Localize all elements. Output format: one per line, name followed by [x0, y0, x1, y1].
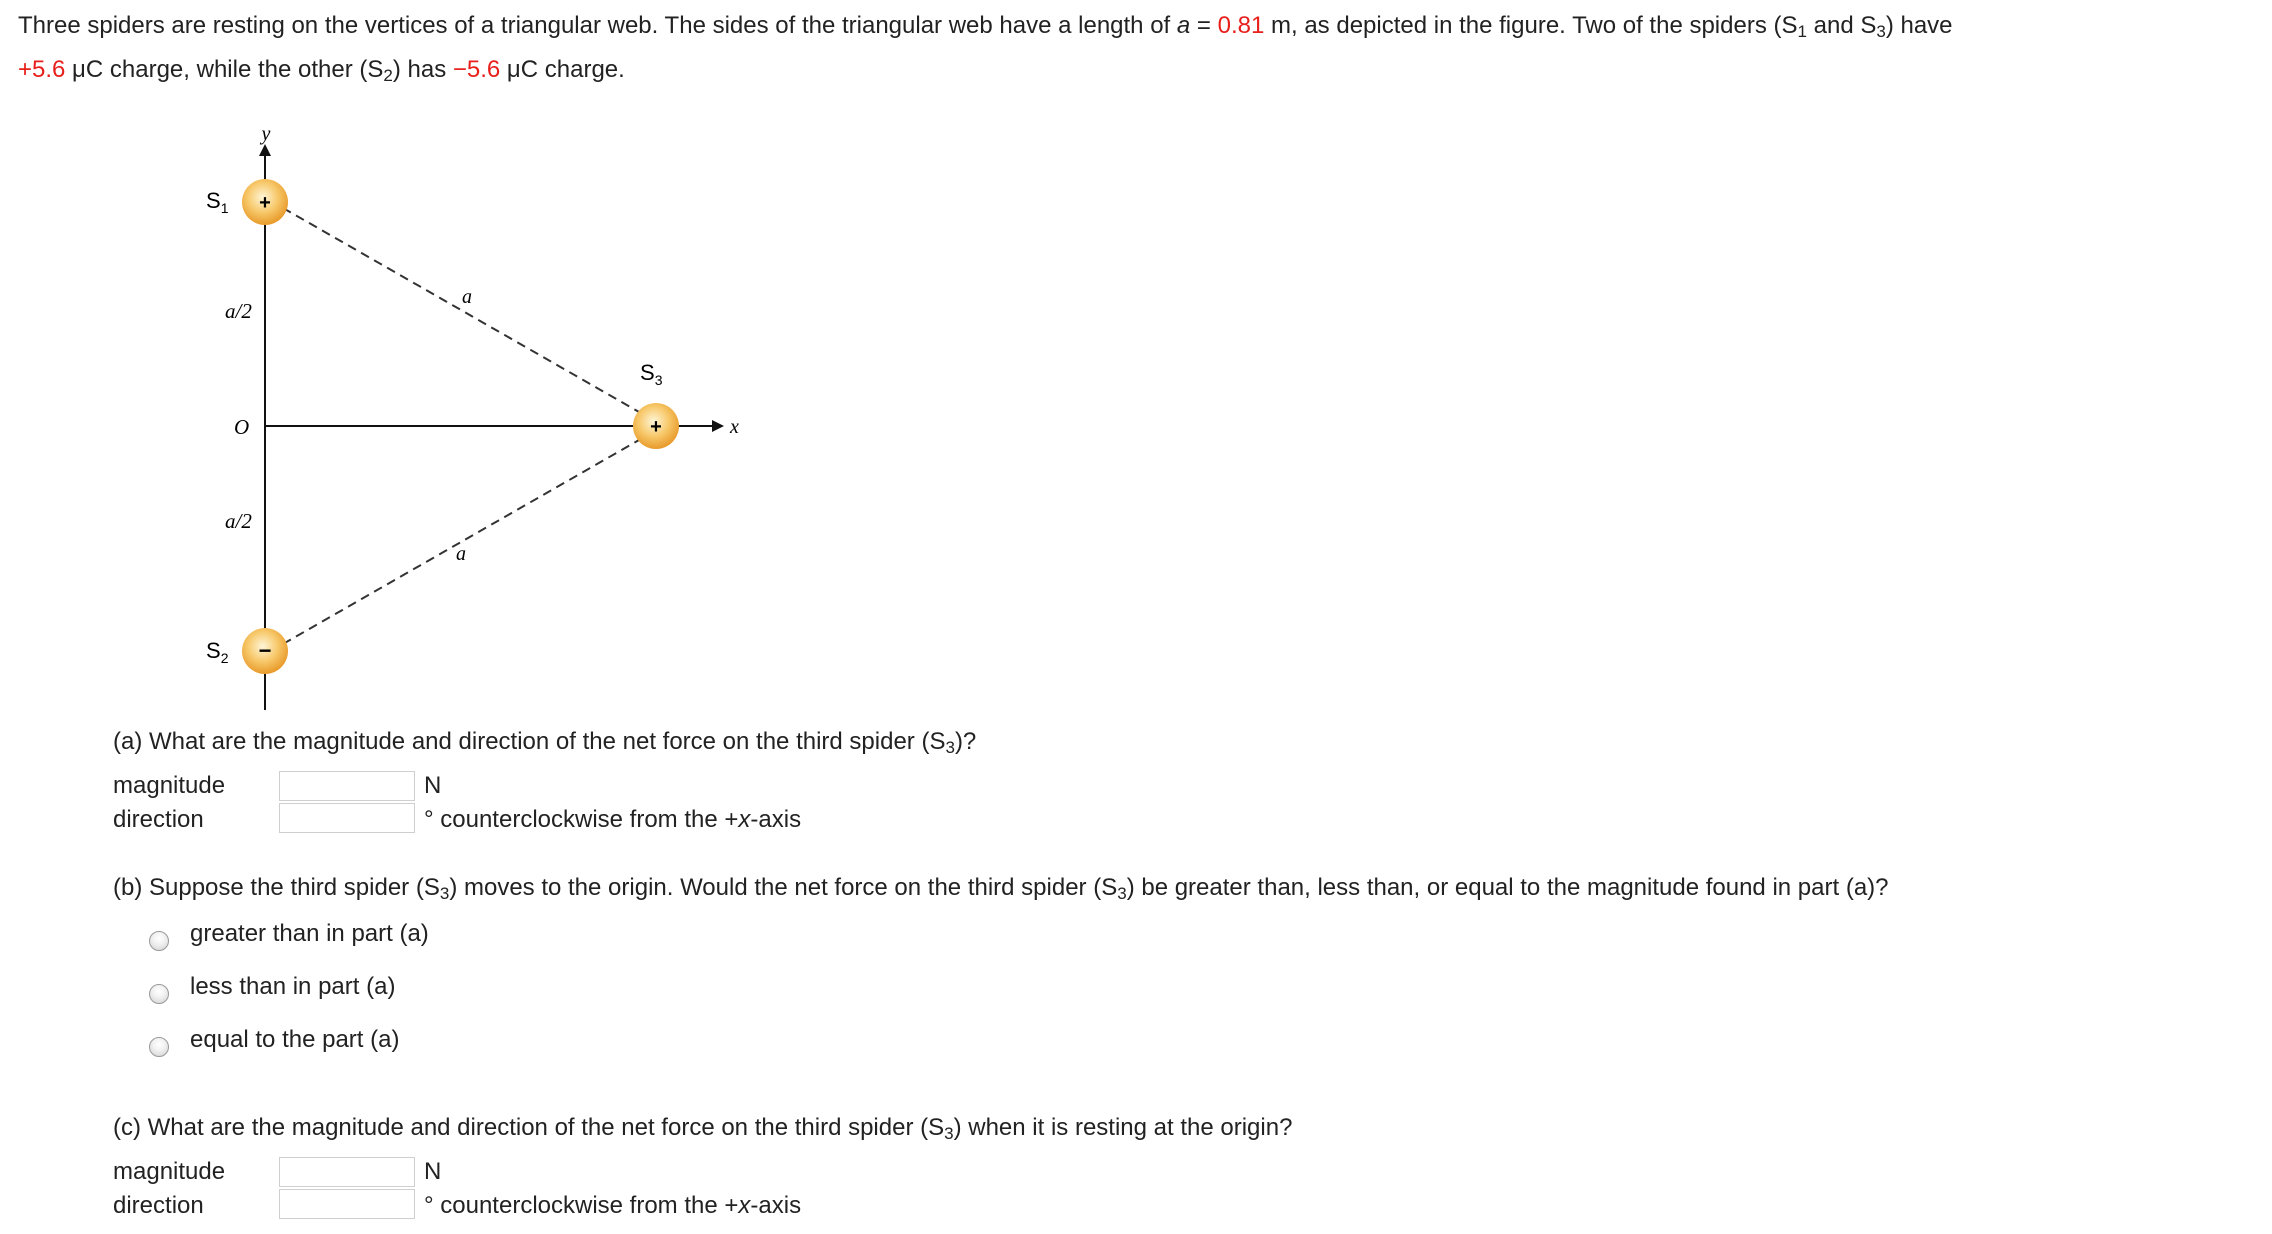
magnitude-label-a: magnitude [113, 772, 226, 799]
unit-newton-c: N [424, 1158, 442, 1185]
half-label-lower: a/2 [225, 509, 252, 533]
radio-less[interactable] [149, 984, 169, 1004]
option-greater-label[interactable]: greater than in part (a) [190, 920, 429, 947]
magnitude-label-c: magnitude [113, 1158, 226, 1185]
half-label-upper: a/2 [225, 299, 252, 323]
option-less-label[interactable]: less than in part (a) [190, 973, 396, 1000]
direction-input-a[interactable] [279, 803, 415, 833]
unit-newton-a: N [424, 772, 442, 799]
problem-line-2: +5.6 μC charge, while the other $(S_2)$ has −5.6 μC charge. [18, 56, 625, 85]
question-b: (b) Suppose the third spider $(S_3)$ moves to the origin. Would the net force on the third spider $(S_3)$ be greater than, less than, or equal to the magnitude found in part (a)? [113, 874, 1889, 903]
spider-s2-sign: − [258, 638, 272, 663]
origin-label: O [234, 415, 250, 439]
question-c: (c) What are the magnitude and direction of the net force on the third spider $(S_3)$ when it is resting at the origin? [113, 1114, 1293, 1143]
positive-charge-value: +5.6 [18, 56, 66, 83]
side-lower-dashed [283, 436, 646, 644]
x-axis-label: x [730, 416, 739, 438]
direction-input-c[interactable] [279, 1189, 415, 1219]
spider-s1-sign: + [259, 192, 271, 214]
side-upper-dashed [283, 208, 646, 416]
spider-s3-sign: + [650, 416, 662, 438]
option-equal-label[interactable]: equal to the part (a) [190, 1026, 400, 1053]
question-a: (a) What are the magnitude and direction of the net force on the third spider $(S_3)$? [113, 728, 977, 757]
magnitude-input-c[interactable] [279, 1157, 415, 1187]
unit-degree-a: ° counterclockwise from the +x-axis [424, 806, 802, 833]
direction-label-a: direction [113, 806, 204, 833]
y-axis-label: y [261, 123, 271, 145]
triangle-web-figure [170, 110, 790, 710]
radio-greater[interactable] [149, 931, 169, 951]
spider-s3-label: $S_3$ [640, 360, 663, 388]
spider-s2-label: $S_2$ [206, 638, 229, 666]
side-label-lower: a [456, 543, 466, 565]
unit-degree-c: ° counterclockwise from the +x-axis [424, 1192, 802, 1219]
side-label-upper: a [462, 286, 472, 308]
negative-charge-value: −5.6 [452, 56, 501, 83]
side-length-value: 0.81 [1217, 12, 1265, 39]
problem-statement [18, 4, 1953, 92]
direction-label-c: direction [113, 1192, 204, 1219]
radio-equal[interactable] [149, 1037, 169, 1057]
magnitude-input-a[interactable] [279, 771, 415, 801]
problem-line-1: Three spiders are resting on the vertices of a triangular web. The sides of the triangular web have a length of a = 0.81 m, as depicted in the figure. Two of the spiders ($S_1$ and $S_3$) have [18, 12, 1953, 41]
spider-s1-label: $S_1$ [206, 188, 229, 216]
